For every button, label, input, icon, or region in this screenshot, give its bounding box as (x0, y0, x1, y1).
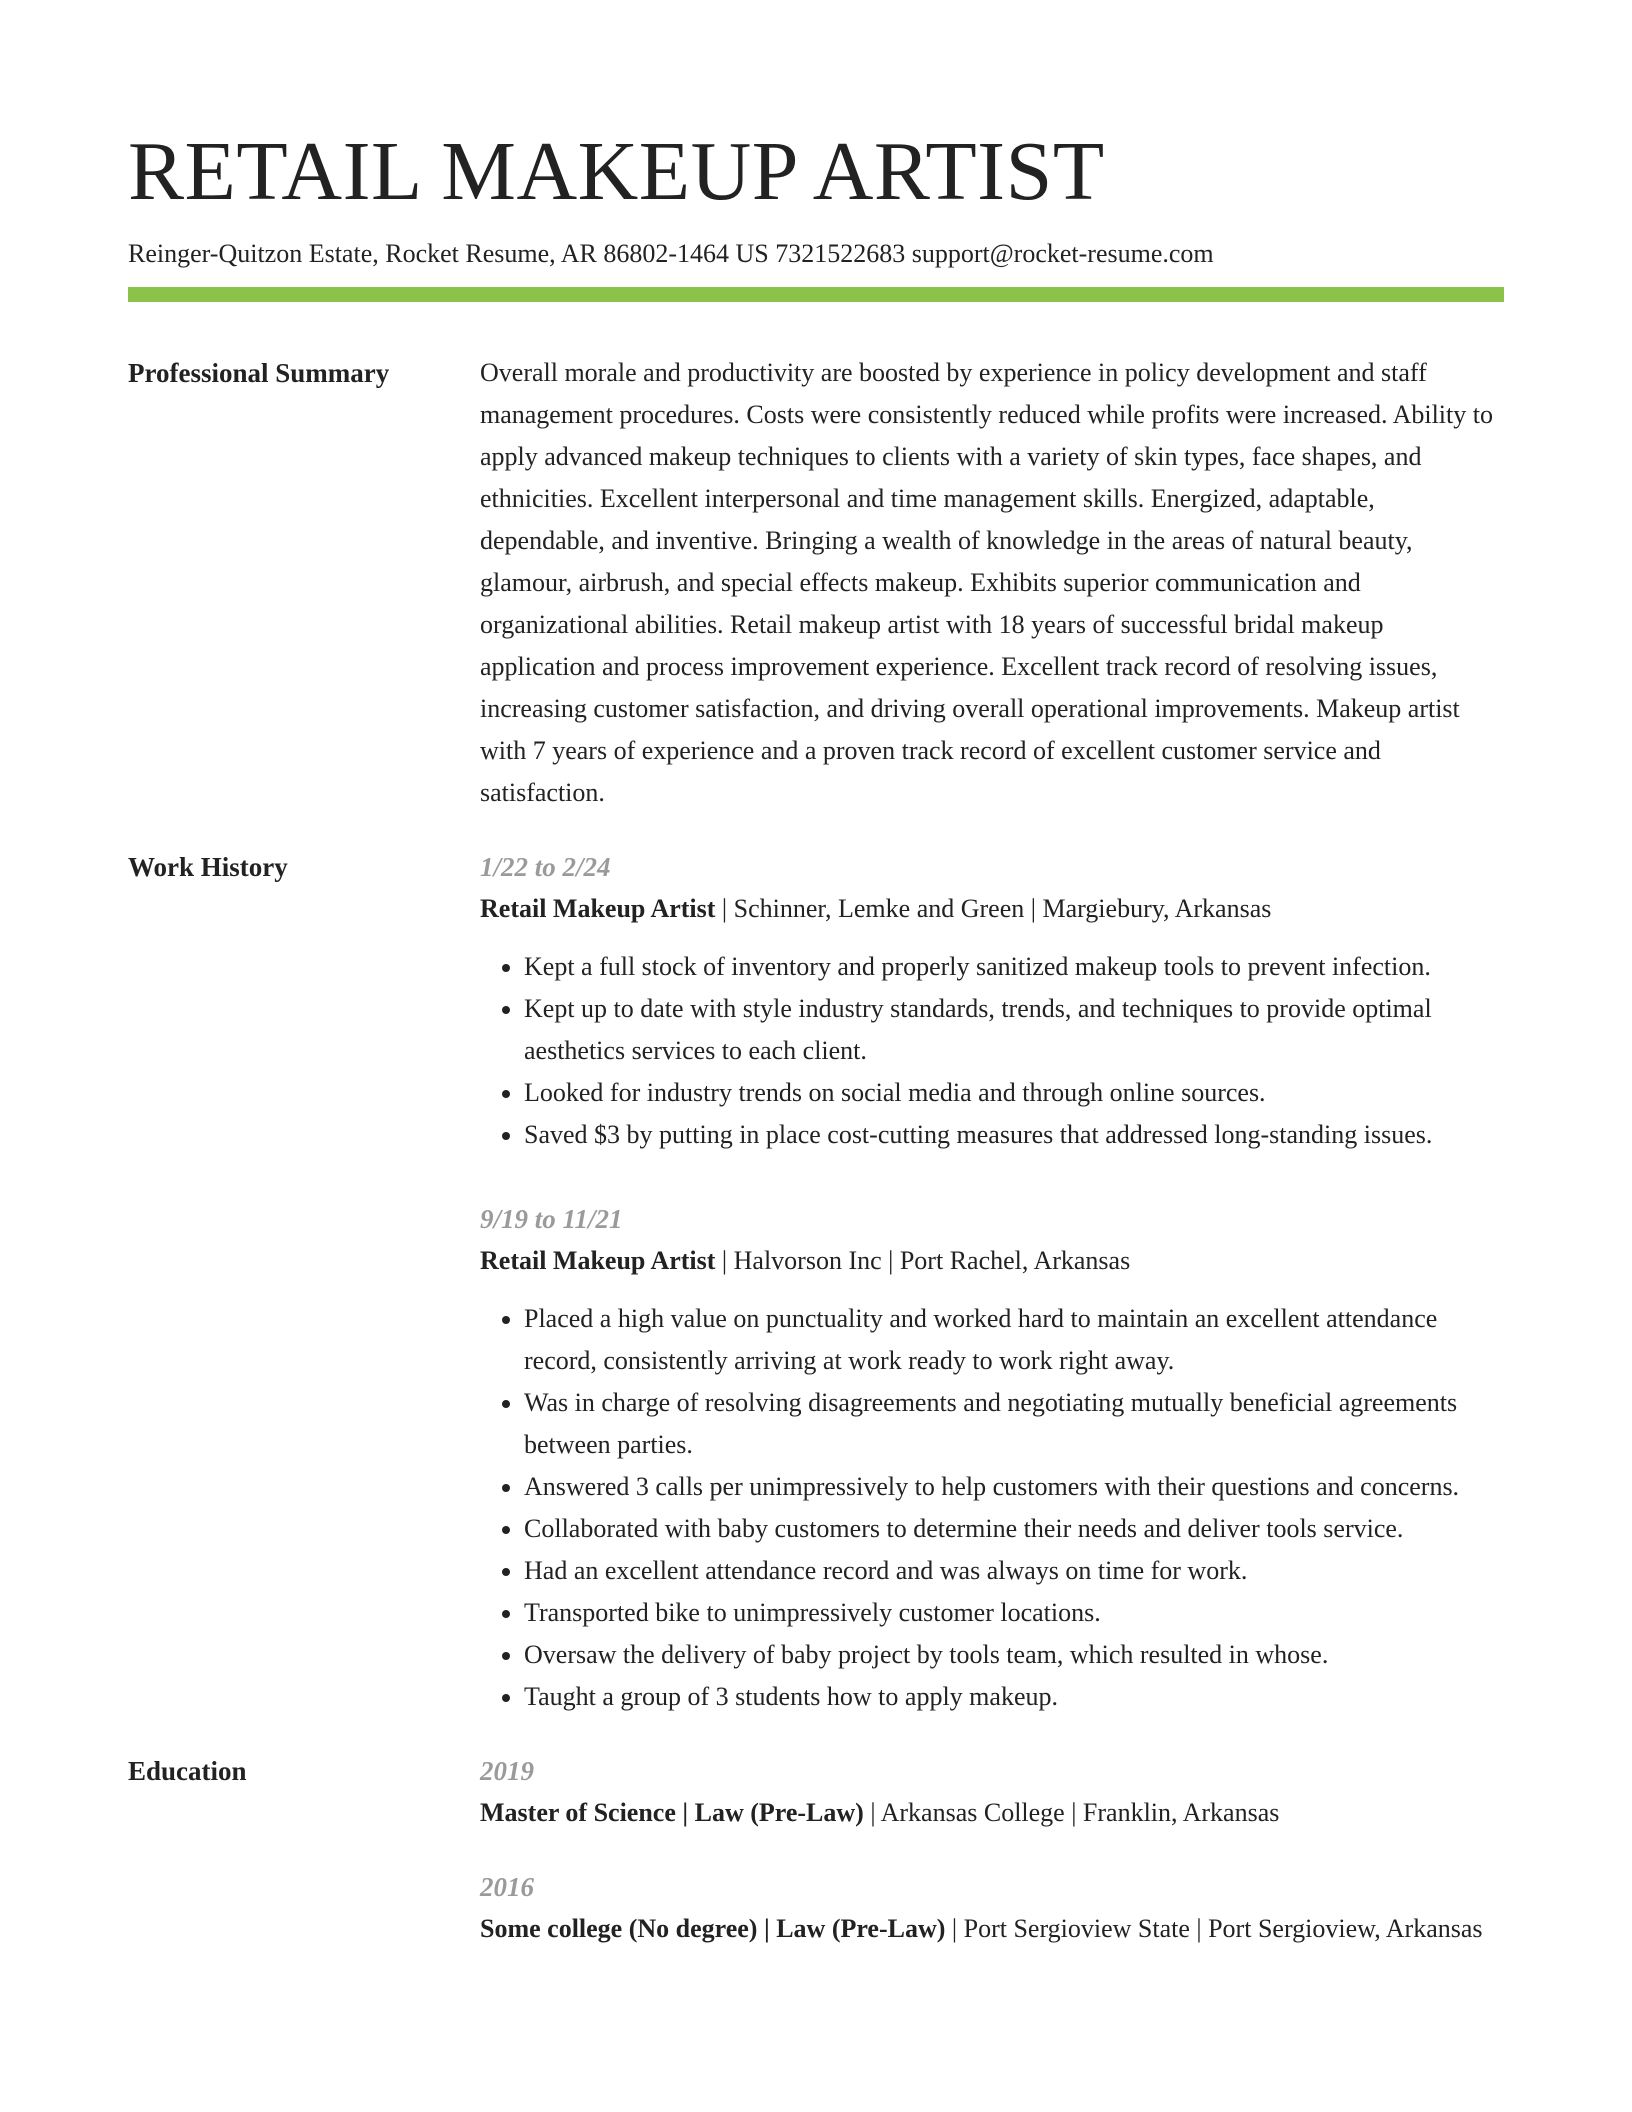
education-year: 2016 (480, 1872, 534, 1902)
summary-text: Overall morale and productivity are boosted by experience in policy development and staff management procedures. Costs were consistently reduced while profits were increased. Ability to apply advanced makeup techniques to clients with a variety of skin types, face shapes, and ethnicities. Excellent interpersonal and time management skills. Energized, adaptable, dependable, and inventive. Bringing a wealth of knowledge in the areas of natural beauty, glamour, airbrush, and special effects makeup. Exhibits superior communication and organizational abilities. Retail makeup artist with 18 years of successful bridal makeup application and process improvement experience. Excellent track record of resolving issues, increasing customer satisfaction, and driving overall operational improvements. Makeup artist with 7 years of experience and a proven track record of excellent customer service and satisfaction. (480, 358, 1493, 807)
list-item: • Oversaw the delivery of baby project by tools team, which resulted in whose. (524, 1634, 1504, 1676)
education-entry (480, 1750, 1504, 1834)
list-item: • Kept up to date with style industry standards, trends, and techniques to provide optimal aesthetics services to each client. (524, 988, 1504, 1072)
education-year: 2019 (480, 1756, 534, 1786)
work-history-heading: Work History (128, 852, 288, 882)
job-bullets (480, 1298, 1504, 1718)
education-section (128, 1750, 1504, 1950)
education-body (480, 1750, 1504, 1950)
school-location: | Arkansas College | Franklin, Arkansas (863, 1798, 1280, 1827)
degree-title: Master of Science | Law (Pre-Law) (480, 1798, 864, 1827)
list-item: • Kept a full stock of inventory and properly sanitized makeup tools to prevent infection. (524, 946, 1504, 988)
accent-divider (128, 287, 1504, 302)
contact-line: Reinger-Quitzon Estate, Rocket Resume, AR 86802-1464 US 7321522683 support@rocket-resume.com (128, 239, 1214, 268)
summary-section (128, 352, 1504, 814)
job-title: Retail Makeup Artist (480, 1246, 716, 1275)
job-entry (480, 846, 1504, 1156)
list-item: • Looked for industry trends on social media and through online sources. (524, 1072, 1504, 1114)
list-item: • Taught a group of 3 students how to apply makeup. (524, 1676, 1504, 1718)
summary-body (480, 352, 1504, 814)
job-heading (480, 888, 1504, 930)
job-employer-location: | Halvorson Inc | Port Rachel, Arkansas (715, 1246, 1131, 1275)
list-item: • Collaborated with baby customers to determine their needs and deliver tools service. (524, 1508, 1504, 1550)
job-dates: 9/19 to 11/21 (480, 1204, 623, 1234)
list-item: • Answered 3 calls per unimpressively to help customers with their questions and concerns. (524, 1466, 1504, 1508)
job-title: Retail Makeup Artist (480, 894, 716, 923)
school-location: | Port Sergioview State | Port Sergioview, Arkansas (945, 1914, 1483, 1943)
list-item: • Had an excellent attendance record and was always on time for work. (524, 1550, 1504, 1592)
degree-title: Some college (No degree) | Law (Pre-Law) (480, 1914, 946, 1943)
job-entry (480, 1198, 1504, 1718)
list-item: • Transported bike to unimpressively customer locations. (524, 1592, 1504, 1634)
job-heading (480, 1240, 1504, 1282)
resume-page (128, 0, 1504, 1950)
job-employer-location: | Schinner, Lemke and Green | Margiebury, Arkansas (715, 894, 1272, 923)
list-item: • Placed a high value on punctuality and worked hard to maintain an excellent attendance record, consistently arriving at work ready to work right away. (524, 1298, 1504, 1382)
list-item: • Saved $3 by putting in place cost-cutting measures that addressed long-standing issues. (524, 1114, 1504, 1156)
work-history-section (128, 846, 1504, 1718)
resume-name: RETAIL MAKEUP ARTIST (128, 125, 1105, 218)
summary-heading: Professional Summary (128, 358, 390, 388)
education-line (480, 1908, 1504, 1950)
education-entry (480, 1866, 1504, 1950)
work-history-body (480, 846, 1504, 1718)
education-line (480, 1792, 1504, 1834)
job-bullets (480, 946, 1504, 1156)
job-dates: 1/22 to 2/24 (480, 852, 611, 882)
list-item: • Was in charge of resolving disagreements and negotiating mutually beneficial agreements between parties. (524, 1382, 1504, 1466)
education-heading: Education (128, 1756, 247, 1786)
